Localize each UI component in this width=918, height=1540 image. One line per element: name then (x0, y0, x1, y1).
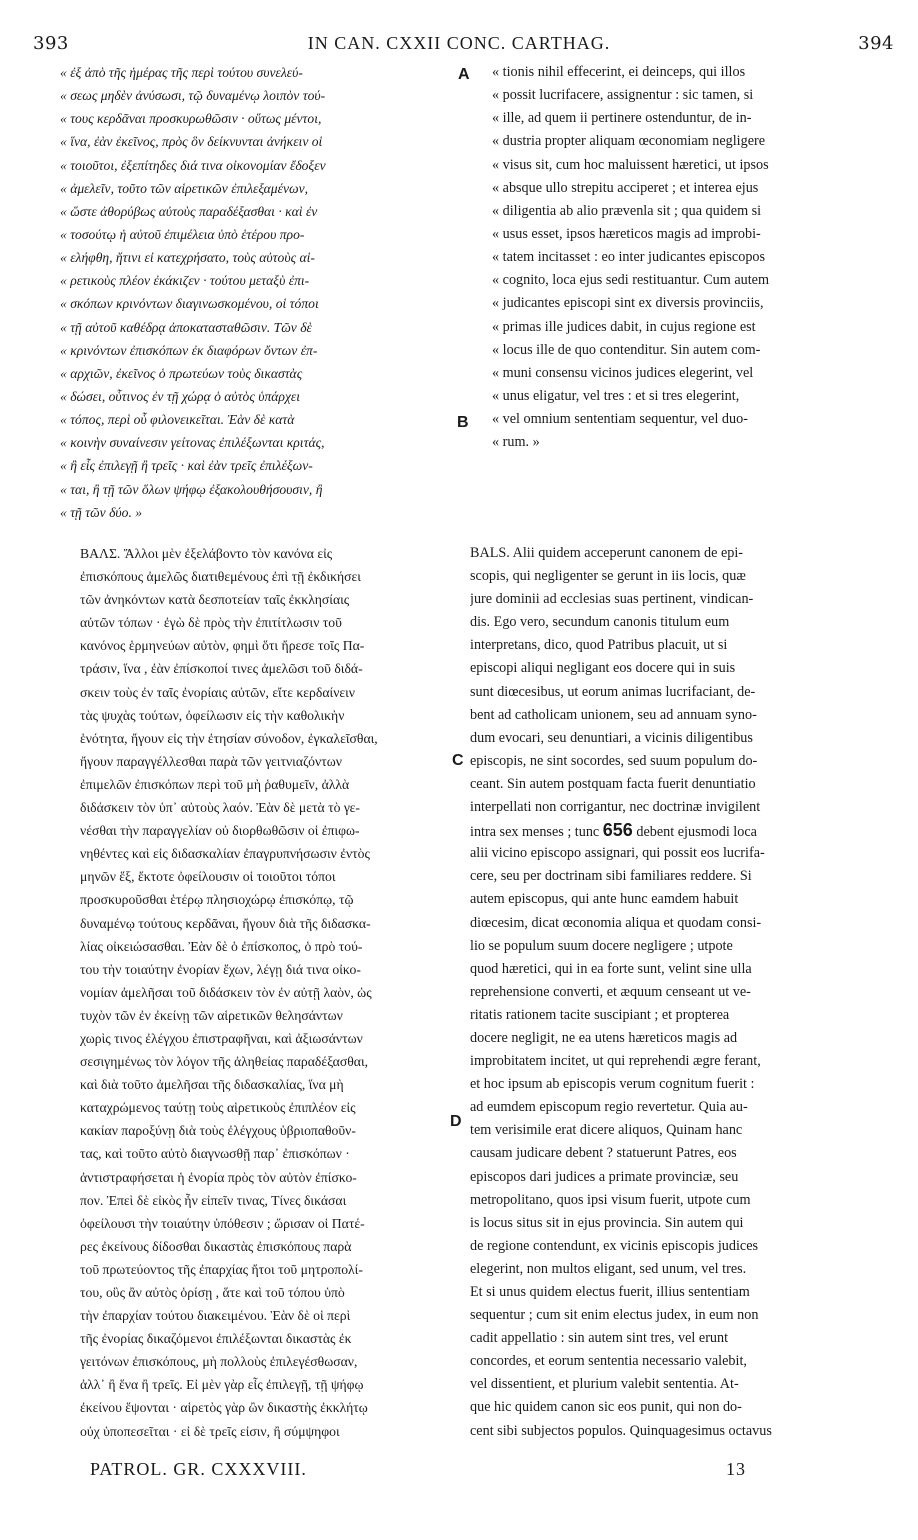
commentary-greek-line: ἀντιστραφήσεται ἡ ἐνορία πρὸς τὸν αὐτὸν ἐπίσκο- (80, 1169, 357, 1185)
commentary-latin-line: elegerint, non multos eligant, sed unum, vel tres. (470, 1260, 747, 1277)
commentary-greek-line: ἐπισκόπους ἀμελῶς διατιθεμένους ἐπὶ τῇ ἐκδικήσει (80, 569, 361, 585)
commentary-greek-line: τοῦ πρωτεύοντος τῆς ἐπαρχίας ἤτοι τοῦ μητροπολί- (80, 1261, 363, 1277)
commentary-latin-line: alii vicino episcopo assignari, qui possit eos lucrifa- (470, 845, 765, 862)
commentary-latin-line: quod hæretici, qui in ea forte sunt, velint sine ulla (470, 960, 752, 977)
commentary-greek-line: γειτόνων ἐπισκόπους, μὴ πολλοὺς ἐπιλεγέσθωσαν, (80, 1354, 358, 1370)
commentary-latin-line: reprehensione converti, et æquum censeant ut ve- (470, 983, 751, 1000)
canon-greek-line: « τοιοῦτοι, ἐξεπίτηδες διά τινα οἰκονομίαν ἔδοξεν (60, 157, 326, 173)
commentary-greek-line: ἑνότητα, ἤγουν εἰς τὴν ἐτησίαν σύνοδον, ἐγκαλεῖσθαι, (80, 730, 378, 746)
commentary-greek-line: ἤγουν παραγγέλλεσθαι παρὰ τῶν γειτνιαζόντων (80, 753, 342, 769)
canon-greek-line: « ελήφθη, ἥτινι εἰ κατεχρήσατο, τοὺς αὐτοὺς αἱ- (60, 250, 315, 266)
canon-greek-line: « δώσει, οὗτινος ἐν τῇ χώρᾳ ὁ αὐτὸς ὑπάρχει (60, 388, 301, 404)
commentary-latin-line: BALS. Alii quidem acceperunt canonem de epi- (470, 545, 744, 561)
canon-greek-line: « αρχιῶν, ἐκεῖνος ὁ πρωτεύων τοὺς δικαστὰς (60, 365, 303, 381)
commentary-greek-line: κακίαν παροξύνῃ διὰ τοὺς ἐλέγχους ὑβριοπαθοῦν- (80, 1123, 356, 1139)
commentary-greek-line: τὴν ἐπαρχίαν τούτου διακειμένου. Ἐὰν δὲ οἱ περὶ (80, 1308, 351, 1324)
commentary-latin-line: scopis, qui negligenter se gerunt in iis locis, quæ (470, 568, 746, 585)
canon-latin-line: « usus esset, ipsos hæreticos magis ad improbi- (492, 225, 761, 242)
commentary-greek-line: τῆς ἐνορίας δικαζόμενοι ἐπιλέξωνται δικαστὰς ἐκ (80, 1331, 352, 1347)
commentary-latin-line: cere, seu per doctrinam sibi familiares reddere. Si (470, 868, 752, 885)
canon-greek-line: « τοσούτῳ ἡ αὐτοῦ ἐπιμέλεια ὑπὸ ἑτέρου προ- (60, 226, 305, 242)
canon-greek-line: « τῇ αὐτοῦ καθέδρᾳ ἀποκατασταθῶσιν. Τῶν δὲ (60, 319, 312, 335)
commentary-latin-line: tem verisimile erat dicere aliquos, Quinam hanc (470, 1122, 743, 1139)
commentary-latin-line: vel dissentient, et plurium valebit sententia. At- (470, 1376, 739, 1393)
canon-greek-line: « τῇ τῶν δύο. » (60, 504, 143, 520)
commentary-latin-line: lio se populum suum docere negligere ; utpote (470, 937, 733, 954)
margin-letter-d: D (450, 1113, 462, 1130)
commentary-greek-line: καταχρώμενος ταύτῃ τοὺς αἱρετικοὺς ἐπιπλέον εἰς (80, 1100, 356, 1116)
marker-line (470, 819, 880, 842)
commentary-latin-line: improbitatem incitet, ut qui reprehendi ægre ferant, (470, 1053, 761, 1070)
commentary-greek-line: νηθέντες καὶ εἰς διδασκαλίαν ἐπαγρυπνήσωσιν ἐντὸς (80, 846, 370, 862)
commentary-latin-line: dis. Ego vero, secundum canonis titulum eum (470, 614, 730, 631)
commentary-greek-line: ἐπιμελῶν ἐπισκόπων περὶ τοῦ μὴ ῥαθυμεῖν, ἀλλὰ (80, 776, 350, 792)
commentary-greek-line: τράσιν, ἵνα , ἐὰν ἐπίσκοποί τινες ἀμελῶσι τοῦ διδά- (80, 661, 363, 677)
commentary-greek-line: νομίαν ἀμελῆσαι τοῦ διδάσκειν τὸν ἐν αὐτῇ λαὸν, ὡς (80, 984, 372, 1000)
commentary-greek-line: ρες ἐκείνους δίδοσθαι δικαστὰς ἐπισκόπους παρὰ (80, 1238, 352, 1254)
commentary-latin-line: ritatis rationem tacite suscipiant ; et propterea (470, 1006, 730, 1023)
canon-latin-line: « primas ille judices dabit, in cujus regione est (492, 318, 756, 335)
canon-latin-line: « possit lucrifacere, assignentur : sic tamen, si (492, 87, 754, 104)
commentary-latin-line: sunt diœcesibus, ut eorum animas lucrifaciant, de- (470, 683, 756, 700)
commentary-greek-line: χωρὶς τινος ἐλέγχου ἐπιστραφῆναι, καὶ ἀξιωσάντων (80, 1030, 363, 1046)
footer-series: PATROL. GR. CXXXVIII. (90, 1459, 307, 1479)
canon-latin-line: « ille, ad quem ii pertinere ostenduntur, de in- (492, 110, 752, 127)
commentary-latin-line: Et si unus quidem electus fuerit, illius sententiam (470, 1284, 750, 1300)
commentary-greek-line: ΒΑΛΣ. Ἄλλοι μὲν ἐξελάβοντο τὸν κανόνα εἰς (80, 546, 333, 561)
commentary-greek-line: τὰς ψυχὰς τούτων, ὀφείλωσιν εἰς τὴν καθολικὴν (80, 707, 345, 723)
commentary-latin-line: interpellati non corrigantur, nec doctrinæ invigilent (470, 799, 761, 816)
commentary-greek-line: αὐτῶν τόπων · ἐγὼ δὲ πρὸς τὴν ἐπιτίτλωσιν τοῦ (80, 615, 342, 631)
commentary-latin-line: ceant. Sin autem postquam facta fuerit denuntiatio (470, 775, 756, 792)
commentary-latin-line: et hoc ipsum ab episcopis verum cognitum fuerit : (470, 1076, 755, 1093)
commentary-greek-line: πον. Ἐπεὶ δὲ εἰκὸς ἦν εἰπεῖν τινας, Τίνες δικάσαι (80, 1192, 347, 1208)
commentary-greek-line: σκειν τοὺς ἐν ταῖς ἐνορίαις αὐτῶν, εἴτε κερδαίνειν (80, 684, 355, 700)
canon-greek-column (60, 61, 452, 524)
commentary-greek-line: νέσθαι τὴν παραγγελίαν οὐ διορθωθῶσιν οἱ ἐπιφω- (80, 823, 360, 839)
canon-greek-line: « κρινόντων ἐπισκόπων ἐκ διαφόρων ὄντων ἐπ- (60, 342, 318, 358)
page-number-left: 393 (33, 33, 69, 54)
commentary-latin-line: bent ad catholicam unionem, seu ad annuam syno- (470, 706, 757, 723)
commentary-greek-line: ὀφείλουσι τὴν τοιαύτην ὑπόθεσιν ; ὥρισαν οἱ Πατέ- (80, 1215, 365, 1231)
canon-latin-line: « tatem incitasset : eo inter judicantes episcopos (492, 249, 766, 266)
commentary-greek-line: τῶν ἀνηκόντων κατὰ δεσποτείαν ταῖς ἐκκλησίαις (80, 592, 350, 608)
commentary-latin-line: dum evocari, seu denuntiari, a vicinis diligentibus (470, 729, 753, 746)
commentary-greek-line: διδάσκειν τὸν ὑπ᾽ αὐτοὺς λαόν. Ἐὰν δὲ μετὰ τὸ γε- (80, 800, 360, 816)
commentary-latin-line: is locus situs sit in ejus provincia. Sin autem qui (470, 1214, 744, 1231)
canon-greek-line: « κοινὴν συναίνεσιν γείτονας ἐπιλέξωνται κριτάς, (60, 435, 325, 451)
running-title: IN CAN. CXXII CONC. CARTHAG. (307, 33, 611, 53)
commentary-greek-line: σεσιγημένως τὸν λόγον τῆς ἀληθείας παραδέξασθαι, (80, 1054, 369, 1070)
column-marker-number: 656 (602, 820, 633, 841)
canon-greek-line: « ρετικοὺς πλέον ἐκάκιζεν · τούτου μεταξὺ ἐπι- (60, 273, 310, 289)
canon-greek-line: « ἵνα, ἐὰν ἐκεῖνος, πρὸς ὃν δείκνυνται ἀνήκειν οἱ (60, 134, 323, 150)
commentary-greek-line: του, οὓς ἂν αὐτὸς ὁρίσῃ , ἅτε καὶ τοῦ τόπου ὑπὸ (80, 1285, 345, 1300)
canon-greek-line: « ὥστε ἀθορύβως αὐτοὺς παραδέξασθαι · καὶ ἐν (60, 203, 318, 219)
canon-greek-line: « ἢ εἷς ἐπιλεγῇ ἢ τρεῖς · καὶ ἐὰν τρεῖς ἐπιλέξων- (60, 458, 313, 474)
commentary-greek-line: κανόνος ἑρμηνεύων αὐτὸν, φημὶ ὅτι ἤρεσε τοῖς Πα- (80, 638, 365, 654)
canon-latin-line: « tionis nihil effecerint, ei deinceps, qui illos (492, 64, 746, 80)
canon-latin-line: « rum. » (492, 434, 540, 451)
commentary-latin-line: concordes, et eorum sententia necessario valebit, (470, 1353, 747, 1370)
footer-signature: 13 (726, 1459, 746, 1479)
commentary-latin-line: interpretans, dico, quod Patribus placuit, ut si (470, 637, 728, 654)
commentary-latin-line: diœcesim, dicat œconomia aliqua et quodam consi- (470, 914, 762, 931)
canon-latin-line: « unus eligatur, vel tres : et si tres elegerint, (492, 387, 740, 404)
commentary-greek-line: ἐκείνου ἕψονται · αἱρετὸς γὰρ ὢν δικαστὴς ἐκκλήτῳ (80, 1400, 368, 1416)
margin-letter-a: A (458, 66, 470, 83)
commentary-greek-line: του τὴν τοιαύτην ἐνορίαν ἔχων, λέγῃ διά τινα οἰκο- (80, 961, 361, 977)
canon-greek-line: « σκόπων κρινόντων διαγινωσκομένου, οἱ τόποι (60, 296, 319, 312)
commentary-greek-line: καὶ διὰ τοῦτο ἀμελῆσαι τῆς διδασκαλίας, ἵνα μὴ (80, 1077, 344, 1093)
commentary-latin-line: de regione contendunt, ex vicinis episcopis judices (470, 1237, 759, 1254)
commentary-latin-line: que hic quidem canon sic eos punit, qui non do- (470, 1399, 742, 1416)
canon-greek-line: « ἐξ ἀπὸ τῆς ἡμέρας τῆς περὶ τούτου συνελεύ- (60, 65, 303, 80)
commentary-latin-line: docere negligit, ne ea utens hæreticos magis ad (470, 1029, 738, 1046)
commentary-greek-line: προσκυροῦσθαι ἑτέρῳ πλησιοχώρῳ ἐπισκόπῳ, τῷ (80, 892, 354, 908)
commentary-latin-line: metropolitano, quos ipsi visum fuerit, utpote cum (470, 1191, 751, 1208)
commentary-latin-line: jure dominii ad ecclesias suas pertinent, vindican- (470, 591, 754, 608)
canon-greek-line: « ται, ἢ τῇ τῶν ὅλων ψήφῳ ἐξακολουθήσουσιν, ἢ (60, 481, 323, 497)
commentary-latin-line: episcopi aliqui negligant eos docere qui in suis (470, 660, 736, 677)
canon-latin-line: « diligentia ab alio prævenla sit ; qua quidem si (492, 202, 762, 219)
canon-latin-line: « locus ille de quo contenditur. Sin autem com- (492, 341, 761, 358)
commentary-greek-line: λίας οἰκειώσασθαι. Ἐὰν δὲ ὁ ἐπίσκοπος, ὁ πρὸ τού- (80, 938, 363, 954)
canon-greek-line: « ἀμελεῖν, τοῦτο τῶν αἱρετικῶν ἐπιλεξαμένων, (60, 180, 309, 196)
canon-greek-line: « τους κερδᾶναι προσκυρωθῶσιν · οὕτως μέντοι, (60, 111, 322, 127)
commentary-latin-line: sequentur ; cum sit enim electus judex, in eum non (470, 1307, 759, 1324)
commentary-latin-line: autem episcopus, qui ante hunc eamdem habuit (470, 891, 739, 908)
commentary-greek-line: δυναμένῳ τούτους κερδᾶναι, ἤγουν διὰ τῆς διδασκα- (80, 915, 371, 931)
marker-line-before: intra sex menses ; tunc (470, 824, 603, 841)
commentary-greek-column (80, 542, 450, 1443)
page-number-right: 394 (858, 33, 894, 54)
commentary-latin-line: cadit appellatio : sin autem sint tres, vel erunt (470, 1330, 729, 1347)
canon-latin-column (492, 61, 892, 454)
canon-latin-line: « muni consensu vicinos judices elegerint, vel (492, 364, 754, 381)
commentary-greek-line: ἀλλ᾽ ἢ ἕνα ἢ τρεῖς. Εἰ μὲν γὰρ εἷς ἐπιλεγῇ, τῇ ψήφῳ (80, 1377, 364, 1393)
margin-letter-b: B (457, 414, 469, 431)
canon-latin-line: « visus sit, cum hoc maluissent hæretici, ut ipsos (492, 156, 769, 173)
canon-latin-line: « dustria propter aliquam œconomiam negligere (492, 133, 766, 150)
canon-latin-line: « judicantes episcopi sint ex diversis provinciis, (492, 295, 764, 312)
canon-latin-line: « vel omnium sententiam sequentur, vel duo- (492, 411, 748, 428)
marker-line-after: debent ejusmodi loca (632, 824, 757, 841)
canon-latin-line: « cognito, loca ejus sedi restituantur. Cum autem (492, 272, 769, 289)
canon-greek-line: « σεως μηδὲν ἀνύσωσι, τῷ δυναμένῳ λοιπὸν τού- (60, 88, 326, 104)
commentary-latin-line: cent sibi subjectos populos. Quinquagesimus octavus (470, 1422, 772, 1439)
commentary-greek-line: οὐχ ὑποπεσεῖται · εἰ δὲ τρεῖς εἰσιν, ἢ σύμψηφοι (80, 1423, 340, 1439)
commentary-latin-line: episcopos dari judices a primate provinciæ, seu (470, 1168, 739, 1185)
commentary-latin-line: episcopis, ne sint socordes, sed suum populum do- (470, 752, 758, 769)
commentary-latin-column (470, 542, 880, 1443)
commentary-greek-line: τυχὸν τῶν ἐν ἐκείνῃ τῶν αἱρετικῶν θελησάντων (80, 1007, 343, 1023)
commentary-latin-line: ad eumdem episcopum regio revertetur. Quia au- (470, 1099, 748, 1116)
canon-greek-line: « τόπος, περὶ οὗ φιλονεικεῖται. Ἐὰν δὲ κατὰ (60, 412, 295, 428)
commentary-greek-line: τας, καὶ τοῦτο αὐτὸ διαγνωσθῇ παρ᾽ ἐπισκόπων · (80, 1146, 350, 1162)
margin-letter-c: C (452, 752, 464, 769)
canon-latin-line: « absque ullo strepitu acciperet ; et interea ejus (492, 179, 759, 196)
commentary-latin-line: causam judicare debent ? statuerunt Patres, eos (470, 1145, 737, 1162)
commentary-greek-line: μηνῶν ἕξ, ἔκτοτε ὀφείλουσιν οἱ τοιοῦτοι τόποι (80, 869, 336, 885)
